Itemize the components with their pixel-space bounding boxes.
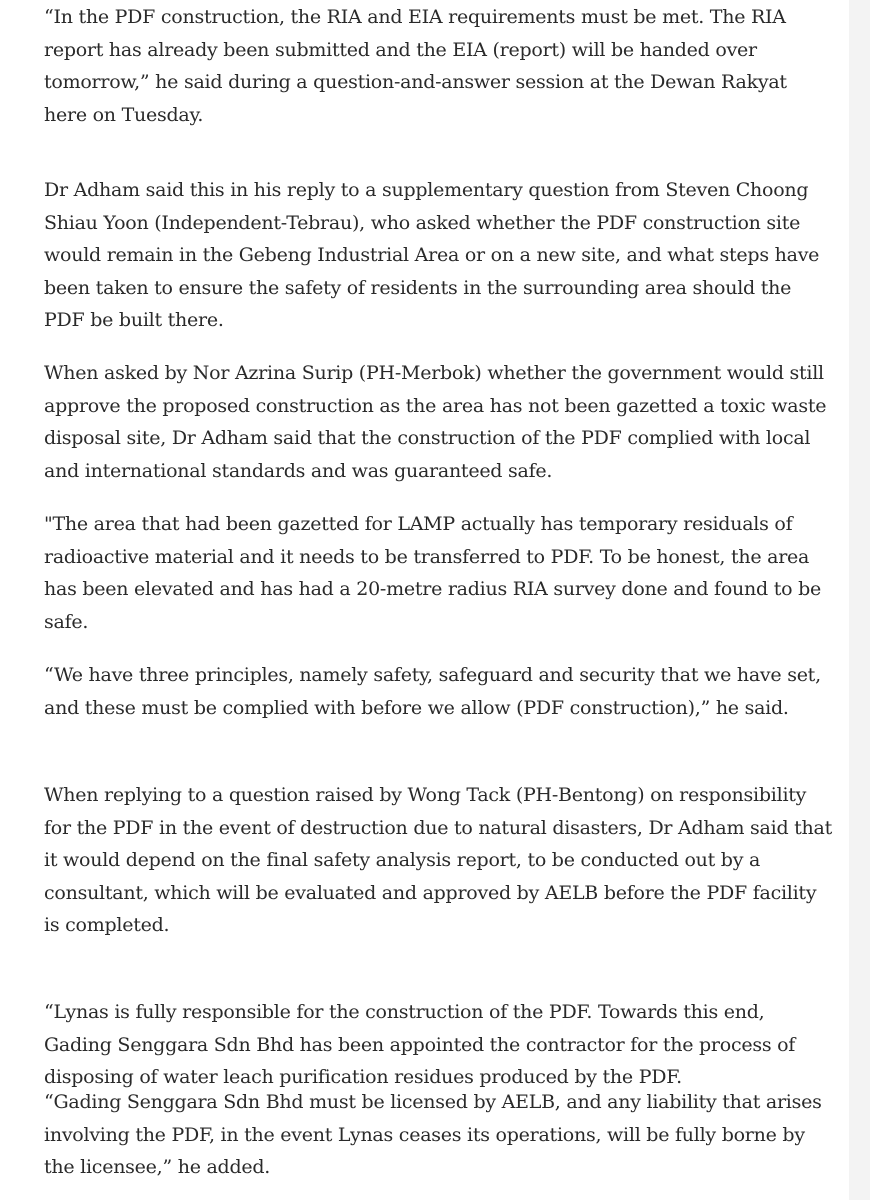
paragraph: “In the PDF construction, the RIA and EIA requirements must be met. The RIA report has already been submitted and the EIA (report) will be handed over tomorrow,” he said during a question-and-answer session at the Dewan Rakyat here on Tuesday. — [44, 6, 787, 126]
paragraph: Dr Adham said this in his reply to a supplementary question from Steven Choong Shiau Yoon (Independent-Tebrau), who asked whether the PDF construction site would remain in the Gebeng Industrial Area or on a new site, and what steps have been taken to ensure the safety of residents in the surrounding area should the PDF be built there. — [44, 179, 820, 331]
paragraph: “Lynas is fully responsible for the construction of the PDF. Towards this end, Gading Senggara Sdn Bhd has been appointed the contractor for the process of disposing of water leach purification residues produced by the PDF. — [44, 1001, 796, 1088]
paragraph: When replying to a question raised by Wong Tack (PH-Bentong) on responsibility for the PDF in the event of destruction due to natural disasters, Dr Adham said that it would depend on the final safety analysis report, to be conducted out by a consultant, which will be evaluated and approved by AELB before the PDF facility is completed. — [44, 784, 832, 936]
paragraph: “Gading Senggara Sdn Bhd must be licensed by AELB, and any liability that arises involving the PDF, in the event Lynas ceases its operations, will be fully borne by the licensee,” he added. — [44, 1091, 822, 1178]
paragraph: “We have three principles, namely safety, safeguard and security that we have set, and these must be complied with before we allow (PDF construction),” he said. — [44, 664, 821, 719]
page-side-gutter — [849, 0, 870, 1200]
paragraph: When asked by Nor Azrina Surip (PH-Merbok) whether the government would still approve the proposed construction as the area has not been gazetted a toxic waste disposal site, Dr Adham said that the construction of the PDF complied with local and international standards and was guaranteed safe. — [44, 362, 827, 482]
paragraph: "The area that had been gazetted for LAMP actually has temporary residuals of radioactive material and it needs to be transferred to PDF. To be honest, the area has been elevated and has had a 20-metre radius RIA survey done and found to be safe. — [44, 513, 821, 633]
